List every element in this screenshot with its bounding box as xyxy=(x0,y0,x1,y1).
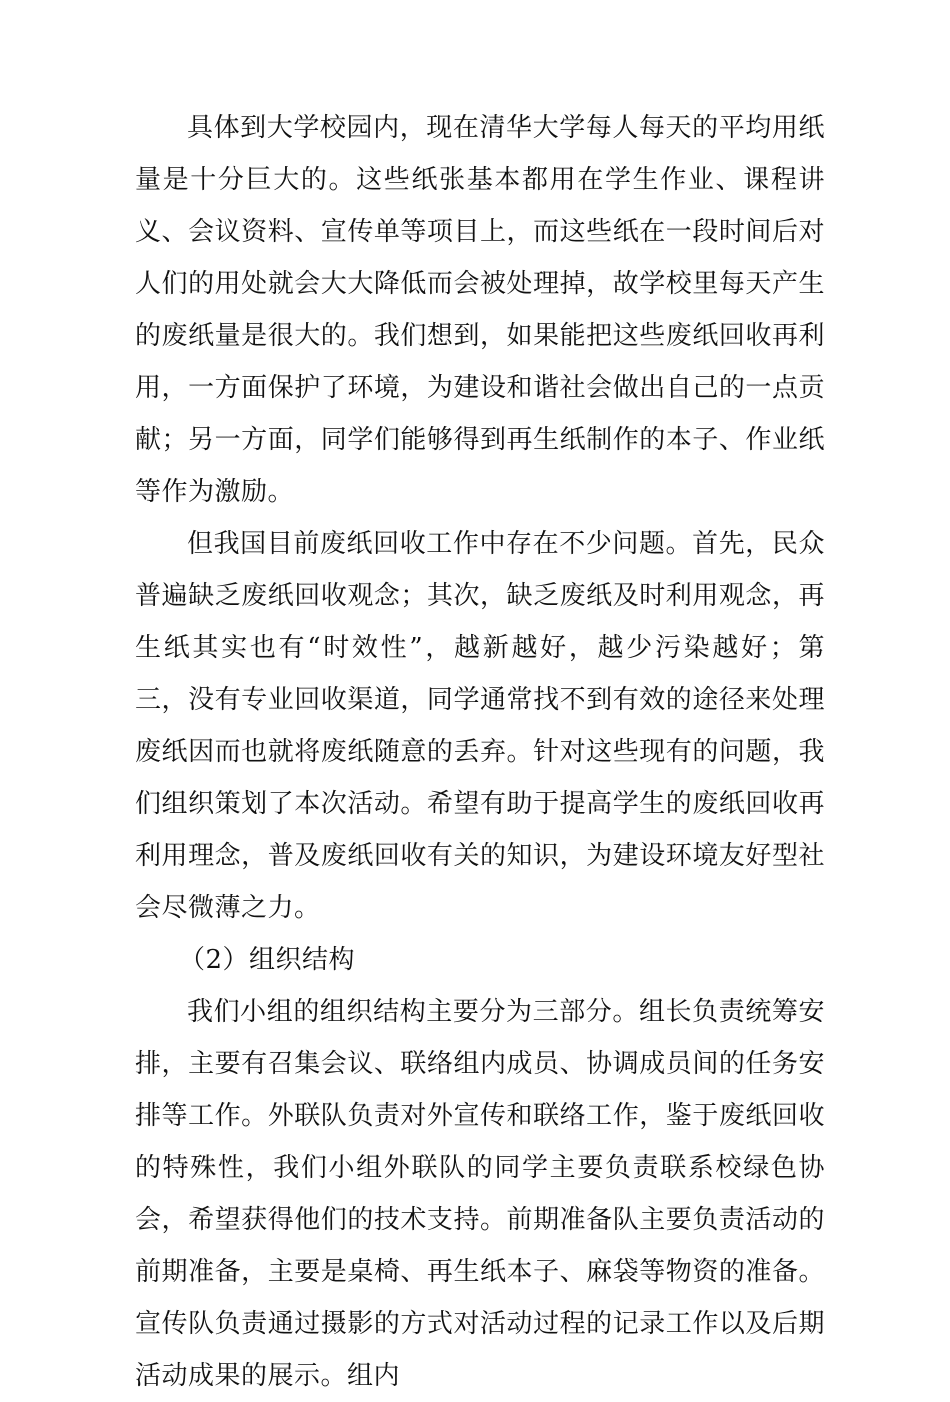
paragraph-organization-structure: 我们小组的组织结构主要分为三部分。组长负责统筹安排，主要有召集会议、联络组内成员、协调成员间的任务安排等工作。外联队负责对外宣传和联络工作，鉴于废纸回收的特殊性，我们小组外联队的同学主要负责联系校绿色协会，希望获得他们的技术支持。前期准备队主要负责活动的前期准备，主要是桌椅、再生纸本子、麻袋等物资的准备。宣传队负责通过摄影的方式对活动过程的记录工作以及后期活动成果的展示。组内 xyxy=(135,997,825,1391)
document-body xyxy=(135,102,825,1402)
paragraph-recycling-problems: 但我国目前废纸回收工作中存在不少问题。首先，民众普遍缺乏废纸回收观念；其次，缺乏废纸及时利用观念，再生纸其实也有“时效性”，越新越好，越少污染越好；第三，没有专业回收渠道，同学通常找不到有效的途径来处理废纸因而也就将废纸随意的丢弃。针对这些现有的问题，我们组织策划了本次活动。希望有助于提高学生的废纸回收再利用理念，普及废纸回收有关的知识，为建设环境友好型社会尽微薄之力。 xyxy=(135,529,825,923)
paragraph-campus-paper-usage: 具体到大学校园内，现在清华大学每人每天的平均用纸量是十分巨大的。这些纸张基本都用在学生作业、课程讲义、会议资料、宣传单等项目上，而这些纸在一段时间后对人们的用处就会大大降低而会被处理掉，故学校里每天产生的废纸量是很大的。我们想到，如果能把这些废纸回收再利用，一方面保护了环境，为建设和谐社会做出自己的一点贡献；另一方面，同学们能够得到再生纸制作的本子、作业纸等作为激励。 xyxy=(135,113,825,507)
section-heading-organization: （2）组织结构 xyxy=(179,945,356,975)
